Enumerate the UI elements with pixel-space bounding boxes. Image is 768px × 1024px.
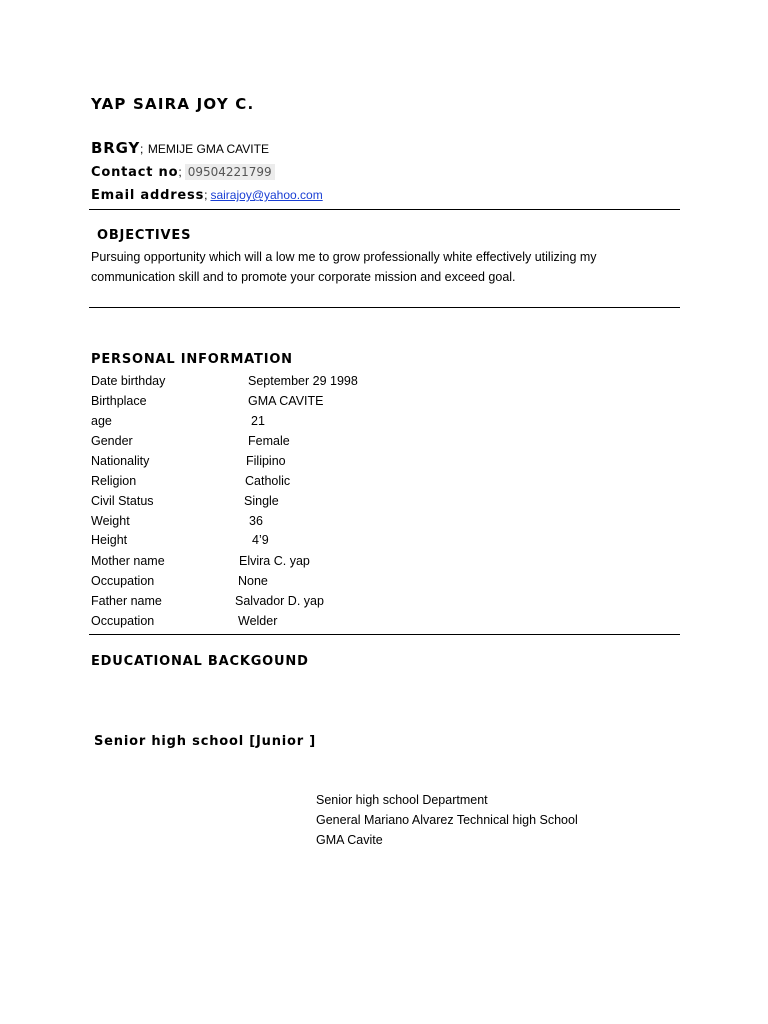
brgy-value: MEMIJE GMA CAVITE bbox=[147, 142, 269, 156]
info-label: Birthplace bbox=[91, 394, 147, 408]
info-value: Catholic bbox=[245, 474, 291, 488]
info-value: 36 bbox=[249, 514, 263, 528]
info-value: Welder bbox=[238, 614, 278, 628]
info-value: 4’9 bbox=[252, 533, 269, 547]
contact-separator: ; bbox=[178, 165, 182, 179]
divider bbox=[89, 307, 680, 308]
email-link[interactable]: sairajoy@yahoo.com bbox=[210, 188, 323, 202]
personal-info-heading: PERSONAL INFORMATION bbox=[91, 352, 293, 367]
info-label: Religion bbox=[91, 474, 137, 488]
school-location: GMA Cavite bbox=[316, 833, 383, 847]
info-label: age bbox=[91, 414, 112, 428]
info-value: GMA CAVITE bbox=[248, 394, 324, 408]
info-label: Weight bbox=[91, 514, 130, 528]
info-label: Height bbox=[91, 533, 128, 547]
education-level: Senior high school [Junior ] bbox=[94, 734, 317, 749]
info-value: Female bbox=[248, 434, 290, 448]
school-department: Senior high school Department bbox=[316, 793, 488, 807]
info-value: Salvador D. yap bbox=[235, 594, 324, 608]
email-line bbox=[91, 186, 323, 204]
info-label: Father name bbox=[91, 594, 162, 608]
info-value: None bbox=[238, 574, 268, 588]
contact-label: Contact no bbox=[91, 165, 179, 180]
address-line bbox=[91, 139, 269, 158]
info-value: Elvira C. yap bbox=[239, 554, 310, 568]
info-value: Single bbox=[244, 494, 279, 508]
info-label: Date birthday bbox=[91, 374, 166, 388]
info-label: Nationality bbox=[91, 454, 150, 468]
education-heading: EDUCATIONAL BACKGOUND bbox=[91, 654, 309, 669]
info-value: September 29 1998 bbox=[248, 374, 358, 388]
contact-line bbox=[91, 163, 275, 181]
brgy-separator: ; bbox=[140, 142, 144, 156]
contact-number: 09504221799 bbox=[185, 164, 275, 180]
applicant-name: YAP SAIRA JOY C. bbox=[91, 95, 255, 113]
info-label: Occupation bbox=[91, 614, 155, 628]
info-label: Mother name bbox=[91, 554, 165, 568]
school-name: General Mariano Alvarez Technical high School bbox=[316, 813, 578, 827]
divider bbox=[89, 209, 680, 210]
email-separator: ; bbox=[204, 188, 208, 202]
info-label: Gender bbox=[91, 434, 133, 448]
email-label: Email address bbox=[91, 188, 205, 203]
objectives-text: Pursuing opportunity which will a low me to grow professionally white effectively utilizing my communication skill and to promote your corporate mission and exceed goal. bbox=[91, 250, 597, 284]
info-value: 21 bbox=[251, 414, 265, 428]
objectives-heading: OBJECTIVES bbox=[97, 228, 192, 243]
info-value: Filipino bbox=[246, 454, 286, 468]
info-label: Civil Status bbox=[91, 494, 154, 508]
divider bbox=[89, 634, 680, 635]
info-label: Occupation bbox=[91, 574, 155, 588]
brgy-label: BRGY bbox=[91, 139, 141, 157]
